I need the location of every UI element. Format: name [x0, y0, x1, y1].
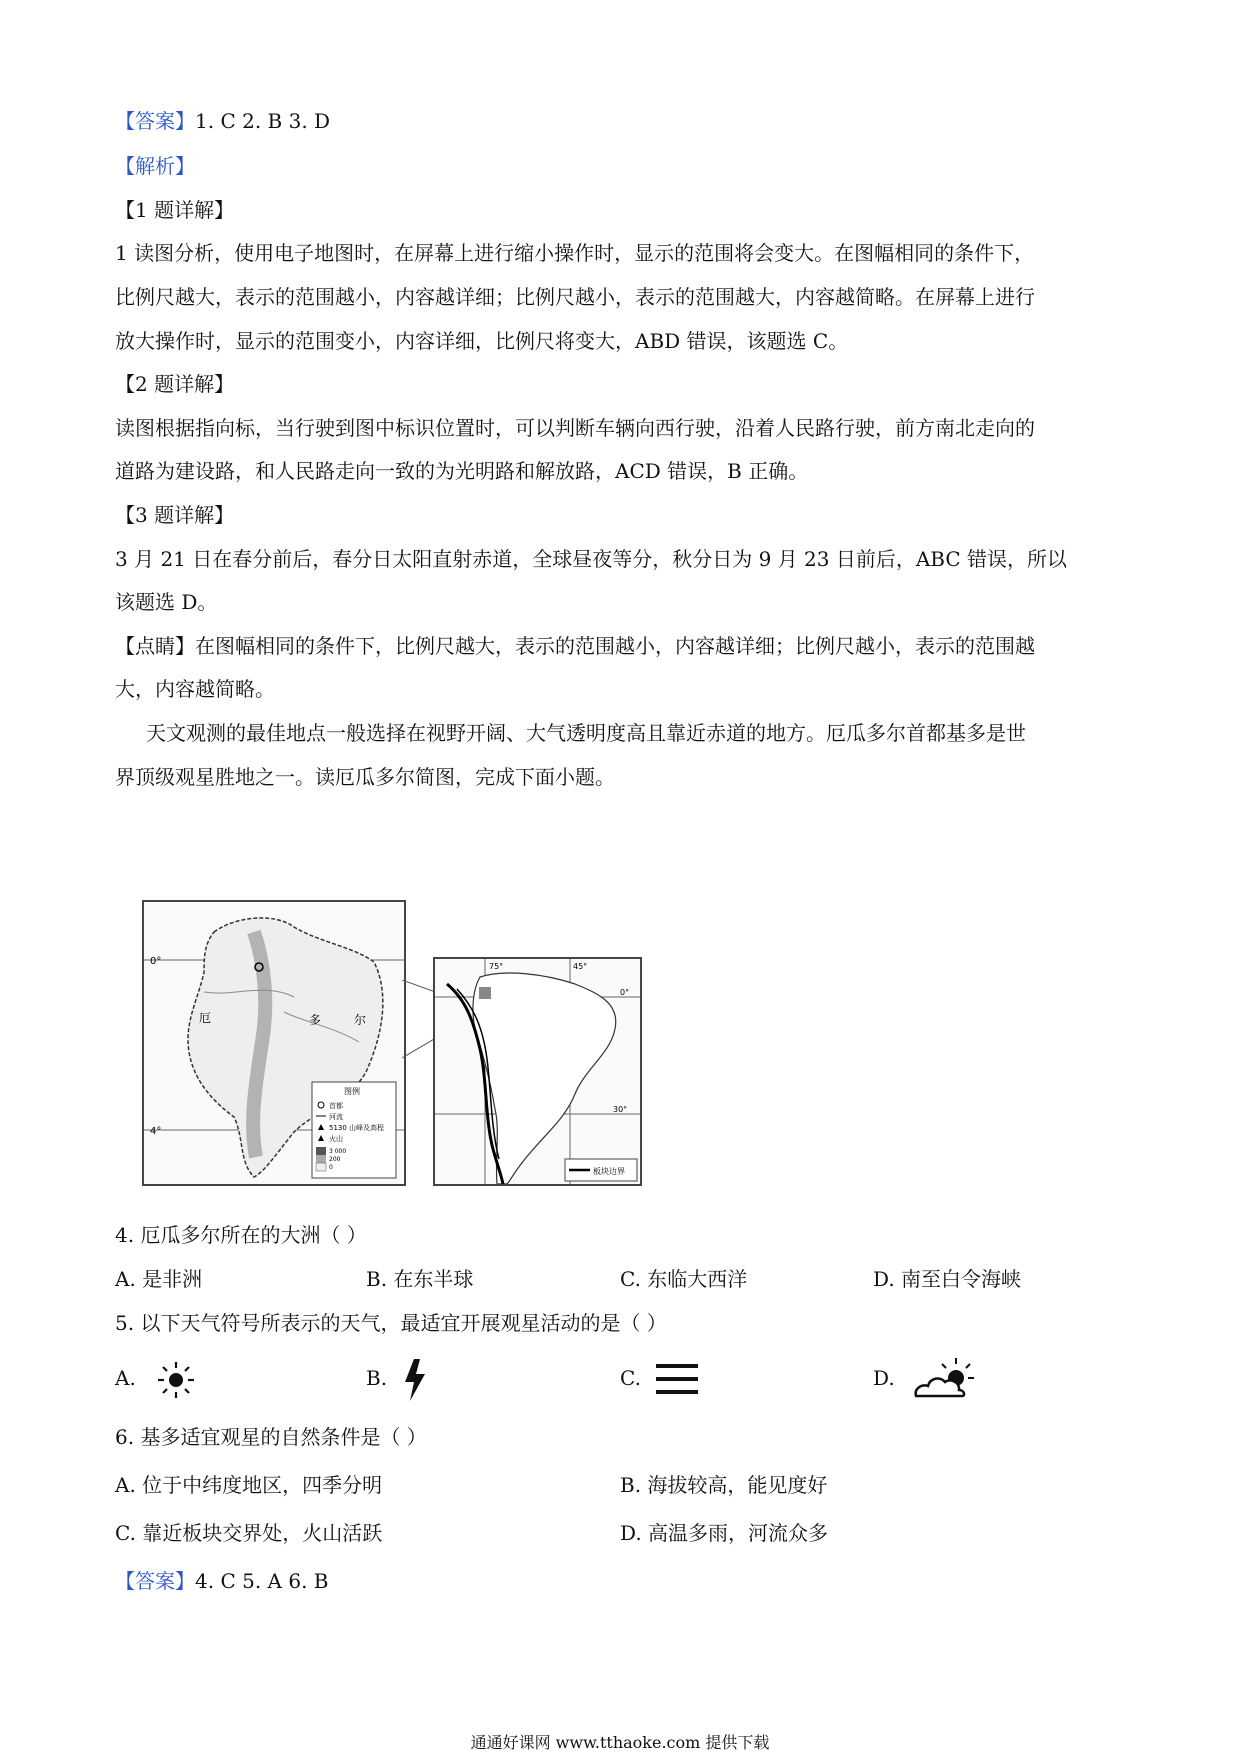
tip-line-1	[115, 632, 1035, 660]
legend-item: 5130 山峰及高程	[329, 1124, 385, 1132]
q5-option-c: C.	[620, 1366, 641, 1390]
q2-text-line: 道路为建设路，和人民路走向一致的为光明路和解放路，ACD 错误，B 正确。	[115, 459, 809, 483]
sun-icon	[155, 1359, 197, 1401]
legend-item: 首都	[329, 1102, 343, 1110]
q4-option-a: A. 是非洲	[115, 1267, 203, 1291]
q5-stem: 5. 以下天气符号所表示的天气，最适宜开展观星活动的是（ ）	[115, 1311, 667, 1335]
q4-option-c: C. 东临大西洋	[620, 1267, 748, 1291]
q3-heading: 【3 题详解】	[115, 503, 235, 527]
south-america-map-drawing	[435, 959, 640, 1184]
q4-option-d: D. 南至白令海峡	[873, 1267, 1022, 1291]
q3-text-line: 3 月 21 日在春分前后，春分日太阳直射赤道，全球昼夜等分，秋分日为 9 月 23 日前后，ABC 错误，所以	[115, 547, 1068, 571]
tip-text-line: 大，内容越简略。	[115, 677, 275, 701]
partly-cloudy-icon	[912, 1354, 980, 1404]
plate-boundary-legend: 板块边界	[593, 1167, 625, 1176]
q5-option-d: D.	[873, 1366, 895, 1390]
q5-option-b: B.	[366, 1366, 388, 1390]
q2-text-line: 读图根据指向标，当行驶到图中标识位置时，可以判断车辆向西行驶，沿着人民路行驶，前方南北走向的	[115, 416, 1035, 440]
answer-tag: 【答案】	[115, 109, 195, 133]
fog-icon	[654, 1360, 700, 1398]
lat-0-label: 0°	[150, 956, 162, 967]
q1-text-line: 1 读图分析，使用电子地图时，在屏幕上进行缩小操作时，显示的范围将会变大。在图幅相同的条件下，	[115, 241, 1035, 265]
lon-45-label: 45°	[573, 962, 588, 971]
country-char-3: 尔	[354, 1013, 367, 1027]
intro-text-line: 天文观测的最佳地点一般选择在视野开阔、大气透明度高且靠近赤道的地方。厄瓜多尔首都基多是世	[146, 721, 1026, 745]
q1-text-line: 放大操作时，显示的范围变小，内容详细，比例尺将变大，ABD 错误，该题选 C。	[115, 329, 849, 353]
intro-text-line: 界顶级观星胜地之一。读厄瓜多尔简图，完成下面小题。	[115, 765, 615, 789]
q2-heading: 【2 题详解】	[115, 372, 235, 396]
q6-option-b: B. 海拔较高，能见度好	[620, 1473, 828, 1497]
legend-item: 河流	[329, 1113, 343, 1121]
legend-scale: 3 000	[329, 1148, 347, 1155]
legend-scale: 200	[329, 1156, 341, 1163]
q6-option-c: C. 靠近板块交界处，火山活跃	[115, 1521, 383, 1545]
map-legend	[312, 1082, 396, 1178]
q1-text-line: 比例尺越大，表示的范围越小，内容越详细；比例尺越小，表示的范围越大，内容越简略。在屏幕上进行	[115, 285, 1035, 309]
country-char-2: 多	[309, 1013, 322, 1027]
q5-option-a: A.	[115, 1366, 136, 1390]
legend-item: 火山	[329, 1135, 343, 1143]
lightning-icon	[400, 1357, 430, 1403]
q6-option-d: D. 高温多雨，河流众多	[620, 1521, 829, 1545]
lat-30-label: 30°	[613, 1105, 628, 1114]
q4-option-b: B. 在东半球	[366, 1267, 474, 1291]
q6-stem: 6. 基多适宜观星的自然条件是（ ）	[115, 1425, 427, 1449]
legend-scale: 0	[329, 1164, 333, 1171]
ecuador-map	[142, 900, 406, 1186]
q1-heading: 【1 题详解】	[115, 198, 235, 222]
answer-line-2	[115, 1567, 328, 1595]
answer-line-1	[115, 107, 330, 135]
q4-stem: 4. 厄瓜多尔所在的大洲（ ）	[115, 1223, 367, 1247]
lat-4-label: 4°	[150, 1126, 162, 1137]
country-char-1: 厄	[199, 1011, 212, 1025]
lon-75-label: 75°	[489, 962, 504, 971]
analysis-tag: 【解析】	[115, 154, 195, 178]
tip-text: 在图幅相同的条件下，比例尺越大，表示的范围越小，内容越详细；比例尺越小，表示的范围越	[195, 634, 1035, 658]
answer-text: 4. C 5. A 6. B	[195, 1569, 329, 1593]
q3-text-line: 该题选 D。	[115, 590, 218, 614]
lat-0-label: 0°	[620, 988, 630, 997]
tip-tag: 【点睛】	[115, 634, 195, 658]
answer-tag: 【答案】	[115, 1569, 195, 1593]
south-america-map	[433, 957, 642, 1186]
q6-option-a: A. 位于中纬度地区，四季分明	[115, 1473, 383, 1497]
legend-title: 图例	[344, 1087, 360, 1096]
ecuador-map-drawing	[144, 902, 404, 1184]
footer: 通通好课网 www.tthaoke.com 提供下载	[470, 1733, 770, 1752]
answer-text: 1. C 2. B 3. D	[195, 109, 331, 133]
